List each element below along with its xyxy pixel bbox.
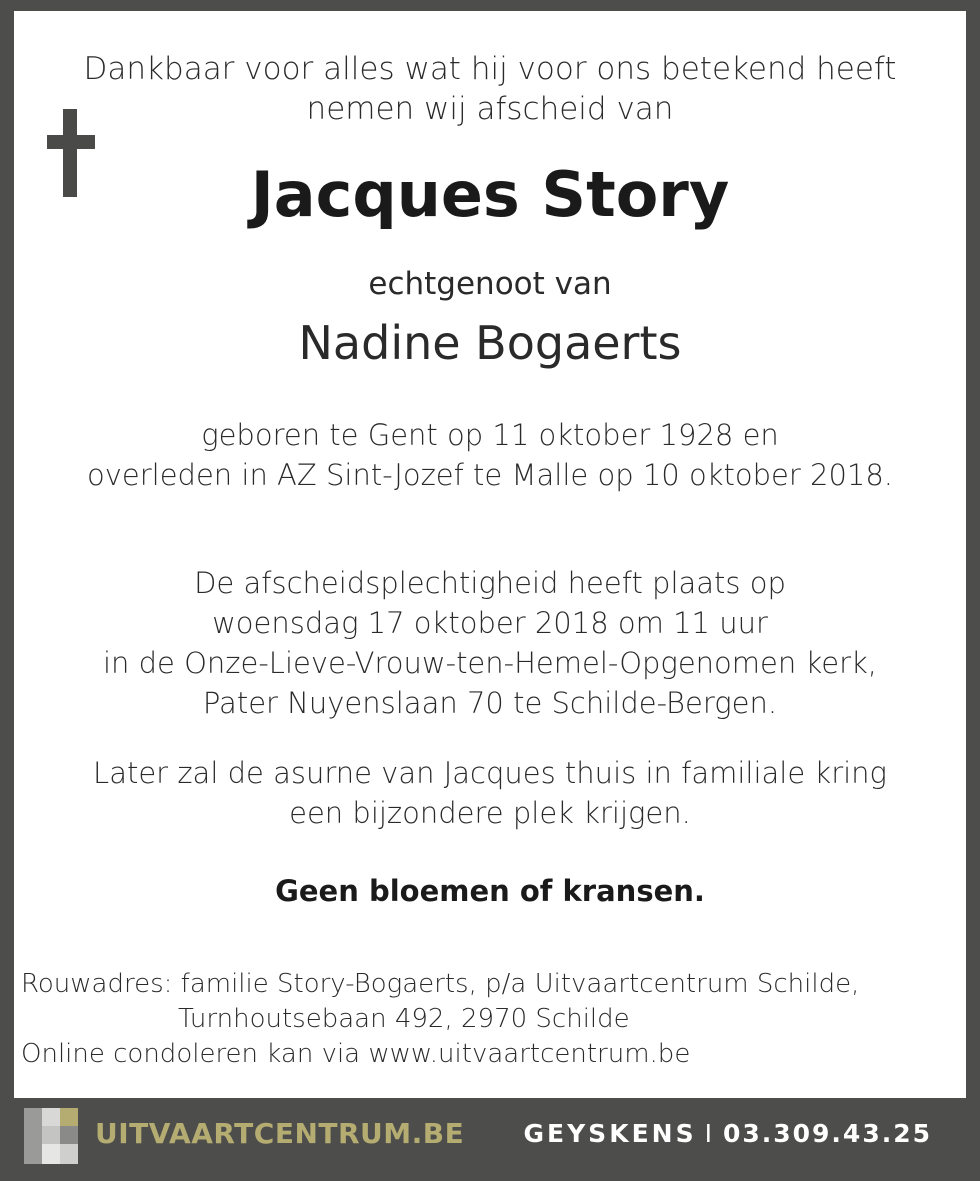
ceremony-line-4: Pater Nuyenslaan 70 te Schilde-Bergen. [202,686,778,720]
address-line-2: Turnhoutsebaan 492, 2970 Schilde [178,1004,630,1034]
death-line: overleden in AZ Sint-Jozef te Malle op 10 oktober 2018. [86,458,894,492]
spouse-name: Nadine Bogaerts [298,316,682,370]
brand-name[interactable]: UITVAARTCENTRUM.BE [95,1117,465,1150]
deceased-name: Jacques Story [250,158,730,231]
address-line-1: Rouwadres: familie Story-Bogaerts, p/a Uitvaartcentrum Schilde, [21,969,860,999]
contact-info [523,1116,932,1152]
condolence-link[interactable]: Online condoleren kan via www.uitvaartcentrum.be [21,1039,691,1069]
ceremony-line-2: woensdag 17 oktober 2018 om 11 uur [212,606,768,640]
spouse-label: echtgenoot van [368,266,612,302]
footer-bar [0,1098,980,1181]
urn-line-2: een bijzondere plek krijgen. [289,796,691,830]
ceremony-line-3: in de Onze-Lieve-Vrouw-ten-Hemel-Opgenomen kerk, [102,646,878,680]
company-name: GEYSKENS [523,1119,697,1148]
birth-death-text [14,415,966,495]
ceremony-text [14,563,966,723]
intro-line-2: nemen wij afscheid van [306,91,674,127]
urn-text [14,753,966,833]
brand-logo-icon [24,1108,80,1164]
intro-line-1: Dankbaar voor alles wat hij voor ons betekend heeft [83,51,897,87]
cross-icon-bar [47,135,95,149]
phone-number[interactable]: 03.309.43.25 [722,1119,932,1148]
obituary-card [14,11,966,1098]
no-flowers-text: Geen bloemen of kransen. [275,874,705,908]
ceremony-line-1: De afscheidsplechtigheid heeft plaats op [194,566,786,600]
intro-text [14,49,966,129]
birth-line: geboren te Gent op 11 oktober 1928 en [201,418,779,452]
contact-separator: I [704,1119,715,1148]
urn-line-1: Later zal de asurne van Jacques thuis in familiale kring [93,756,887,790]
